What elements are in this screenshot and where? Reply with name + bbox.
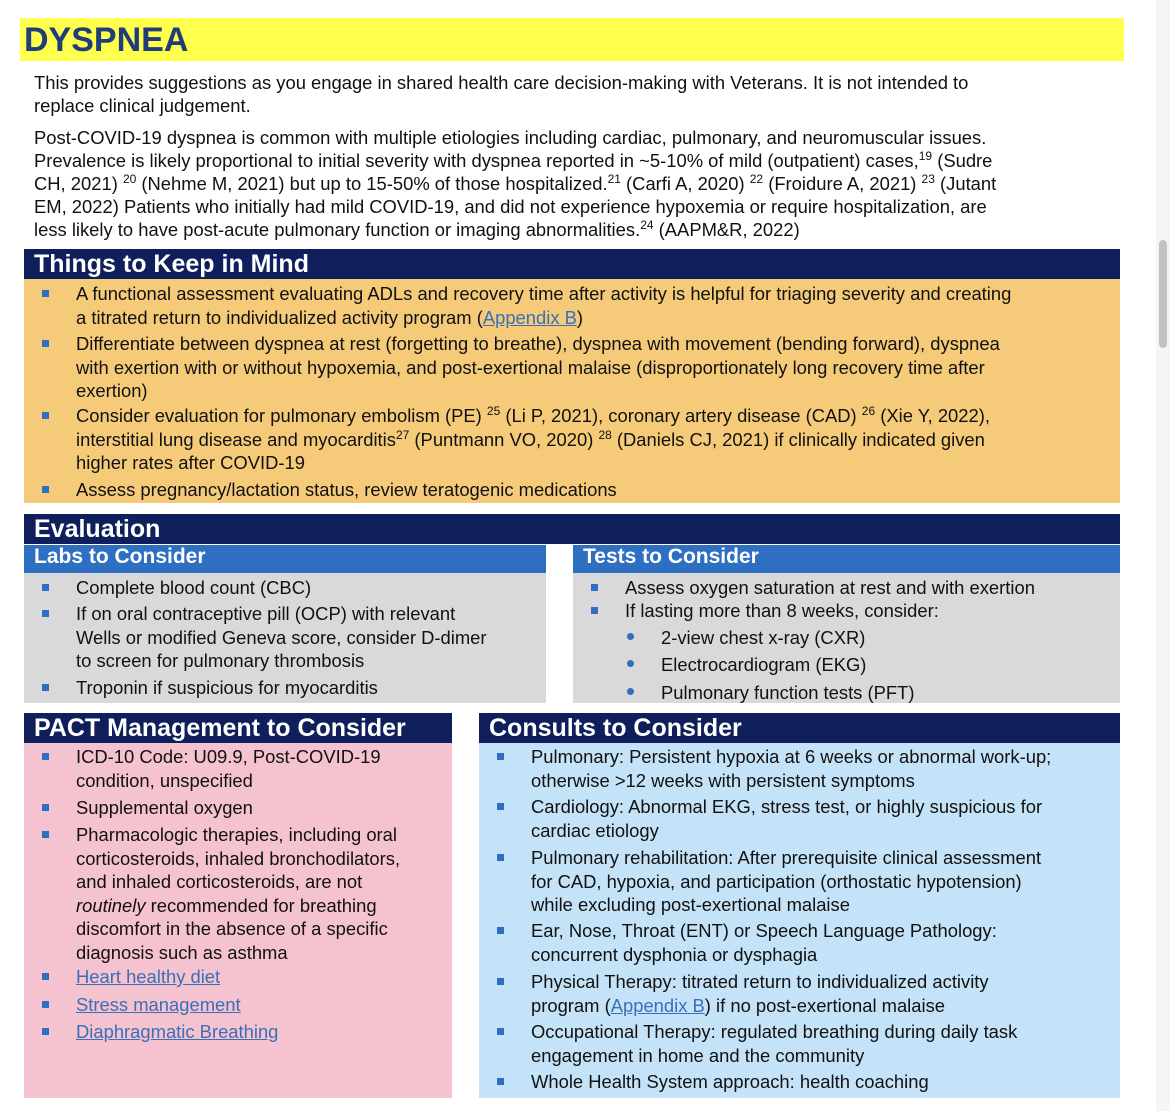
tests-panel: Assess oxygen saturation at rest and with exertion If lasting more than 8 weeks, consider: 2-view chest x-ray (CXR) Electrocardiogram (EKG) Pulmonary function tests (PFT) <box>573 573 1120 703</box>
pact-panel: ICD-10 Code: U09.9, Post-COVID-19 condition, unspecified Supplemental oxygen Pharmacologic therapies, including oral corticosteroids, inhaled bronchodilators, and inhaled corticosteroids, are not routinely recommended for breathing discomfort in the absence of a specific diagnosis such as asthma Heart healthy diet Stress management Diaphragmatic Breathing <box>24 743 452 1098</box>
bullet-icon <box>591 584 598 591</box>
tests-header: Tests to Consider <box>573 545 1120 573</box>
bullet-icon <box>42 486 49 493</box>
bullet-icon <box>497 978 504 985</box>
keep-in-mind-header: Things to Keep in Mind <box>24 249 1120 279</box>
bullet-icon <box>497 927 504 934</box>
bullet-icon <box>42 610 49 617</box>
evaluation-header: Evaluation <box>24 514 1120 544</box>
bullet-icon <box>627 688 634 695</box>
scrollbar-thumb[interactable] <box>1159 240 1167 348</box>
diaphragmatic-breathing-link[interactable]: Diaphragmatic Breathing <box>76 1021 279 1042</box>
bullet-icon <box>42 1028 49 1035</box>
bullet-icon <box>591 607 598 614</box>
intro-paragraph-2: Post-COVID-19 dyspnea is common with multiple etiologies including cardiac, pulmonary, and neuromuscular issues. Prevalence is likely proportional to initial severity with dyspnea reported in ~5-10% of mild (outpatient) cases,$^{19}$ (Sudre CH, 2021) $^{20}$ (Nehme M, 2021) but up to 15-50% of those hospitalized.$^{21}$ (Carfi A, 2020) $^{22}$ (Froidure A, 2021) $^{23}$ (Jutant EM, 2022) Patients who initially had mild COVID-19, and did not experience hypoxemia or require hospitalization, are less likely to have post-acute pulmonary function or imaging abnormalities.$^{24}$ (AAPM&R, 2022) <box>34 127 997 240</box>
title-bar <box>20 18 1124 61</box>
bullet-icon <box>42 831 49 838</box>
heart-healthy-diet-link[interactable]: Heart healthy diet <box>76 966 221 987</box>
consults-header: Consults to Consider <box>479 713 1120 743</box>
consults-panel: Pulmonary: Persistent hypoxia at 6 weeks or abnormal work-up; otherwise >12 weeks with persistent symptoms Cardiology: Abnormal EKG, stress test, or highly suspicious for cardiac etiology Pulmonary rehabilitation: After prerequisite clinical assessment for CAD, hypoxia, and participation (orthostatic hypotension) while excluding post-exertional malaise Ear, Nose, Throat (ENT) or Speech Language Pathology: concurrent dysphonia or dysphagia Physical Therapy: titrated return to individualized activity program (Appendix B) if no post-exertional malaise Occupational Therapy: regulated breathing during daily task engagement in home and the community Whole Health System approach: health coaching <box>479 743 1120 1098</box>
stress-management-link[interactable]: Stress management <box>76 994 241 1015</box>
bullet-icon <box>497 1028 504 1035</box>
bullet-icon <box>627 633 634 640</box>
keep-in-mind-panel: A functional assessment evaluating ADLs and recovery time after activity is helpful for triaging severity and creating a titrated return to individualized activity program (Appendix B) Differentiate between dyspnea at rest (forgetting to breathe), dyspnea with movement (bending forward), dyspnea with exertion with or without hypoxemia, and post-exertional malaise (disproportionately long recovery time after exertion) Consider evaluation for pulmonary embolism (PE) $^{25}$ (Li P, 2021), coronary artery disease (CAD) $^{26}$ (Xie Y, 2022), interstitial lung disease and myocarditis$^{27}$ (Puntmann VO, 2020) $^{28}$ (Daniels CJ, 2021) if clinically indicated given higher rates after COVID-19 Assess pregnancy/lactation status, review teratogenic medications <box>24 279 1120 503</box>
bullet-icon <box>497 753 504 760</box>
page-title: DYSPNEA <box>24 21 189 59</box>
bullet-icon <box>42 804 49 811</box>
bullet-icon <box>42 1001 49 1008</box>
bullet-icon <box>497 854 504 861</box>
labs-panel: Complete blood count (CBC) If on oral contraceptive pill (OCP) with relevant Wells or modified Geneva score, consider D-dimer to screen for pulmonary thrombosis Troponin if suspicious for myocarditis <box>24 573 546 703</box>
pact-header: PACT Management to Consider <box>24 713 452 743</box>
bullet-icon <box>42 290 49 297</box>
intro-paragraph-1: This provides suggestions as you engage in shared health care decision-making with Veterans. It is not intended to replace clinical judgement. <box>34 72 969 116</box>
appendix-b-link[interactable]: Appendix B <box>482 306 577 328</box>
bullet-icon <box>42 753 49 760</box>
bullet-icon <box>497 803 504 810</box>
appendix-b-link[interactable]: Appendix B <box>610 994 705 1016</box>
bullet-icon <box>497 1078 504 1085</box>
labs-header: Labs to Consider <box>24 545 546 573</box>
scrollbar-track[interactable] <box>1156 0 1170 1111</box>
bullet-icon <box>42 684 49 691</box>
bullet-icon <box>627 660 634 667</box>
bullet-icon <box>42 412 49 419</box>
bullet-icon <box>42 973 49 980</box>
bullet-icon <box>42 340 49 347</box>
bullet-icon <box>42 584 49 591</box>
